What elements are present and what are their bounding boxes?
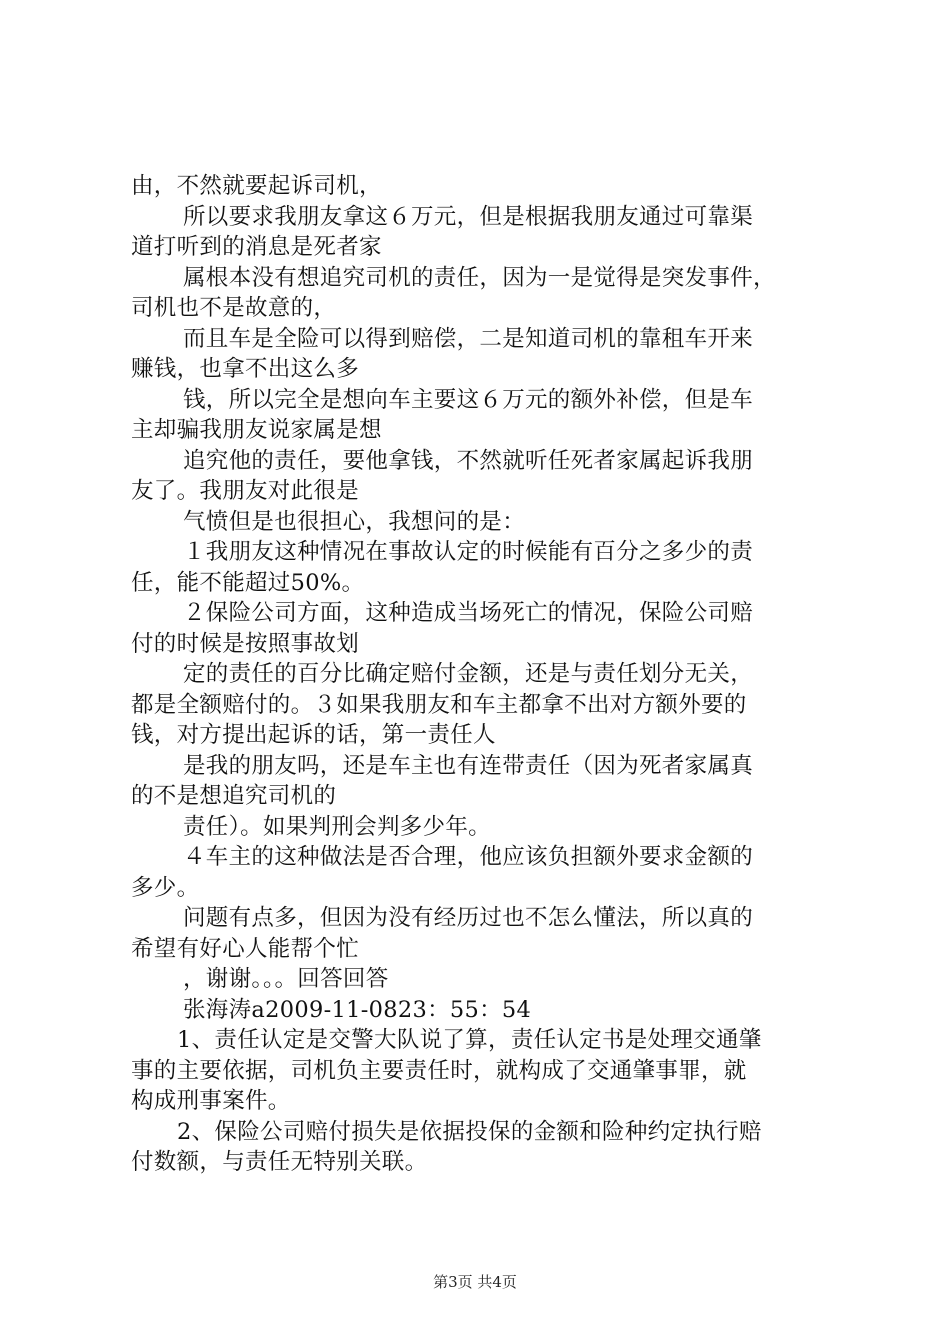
text-line: 友了。我朋友对此很是 <box>131 478 360 504</box>
text-line: 而且车是全险可以得到赔偿，二是知道司机的靠租车开来 <box>183 325 754 352</box>
text-line: 问题有点多，但因为没有经历过也不怎么懂法，所以真的 <box>183 905 754 931</box>
text-line: 道打听到的消息是死者家 <box>131 234 382 260</box>
text-line: 张海涛a2009-11-0823：55：54 <box>183 996 532 1023</box>
text-line: 付数额，与责任无特别关联。 <box>131 1149 428 1175</box>
text-line: 气愤但是也很担心，我想问的是： <box>183 508 526 535</box>
text-line: 定的责任的百分比确定赔付金额，还是与责任划分无关， <box>183 661 754 687</box>
text-line: ２保险公司方面，这种造成当场死亡的情况，保险公司赔 <box>183 600 754 626</box>
text-line: 构成刑事案件。 <box>131 1088 291 1114</box>
text-line: 钱，所以完全是想向车主要这６万元的额外补偿，但是车 <box>183 386 754 413</box>
text-line: 主却骗我朋友说家属是想 <box>131 417 382 443</box>
text-line: 司机也不是故意的， <box>131 295 337 321</box>
text-line: 希望有好心人能帮个忙 <box>131 935 360 962</box>
text-line: 多少。 <box>131 874 200 901</box>
text-line: １我朋友这种情况在事故认定的时候能有百分之多少的责 <box>183 539 754 565</box>
text-line: 由，不然就要起诉司机， <box>131 173 382 199</box>
text-line: 都是全额赔付的。３如果我朋友和车主都拿不出对方额外要的 <box>131 691 747 718</box>
text-line: 付的时候是按照事故划 <box>131 630 360 657</box>
text-line: 追究他的责任，要他拿钱，不然就听任死者家属起诉我朋 <box>183 447 754 474</box>
text-line: 的不是想追究司机的 <box>131 783 337 809</box>
text-line: 是我的朋友吗，还是车主也有连带责任（因为死者家属真 <box>183 752 754 779</box>
document-body <box>131 171 831 1178</box>
text-line: 责任）。如果判刑会判多少年。 <box>183 813 491 840</box>
text-line: 事的主要依据，司机负主要责任时，就构成了交通肇事罪，就 <box>131 1057 747 1084</box>
text-line: ，谢谢。。。回答回答 <box>183 966 389 992</box>
text-line: 2、保险公司赔付损失是依据投保的金额和险种约定执行赔 <box>177 1118 762 1145</box>
text-line: 1、责任认定是交警大队说了算，责任认定书是处理交通肇 <box>177 1027 762 1053</box>
text-line: 赚钱，也拿不出这么多 <box>131 356 360 382</box>
text-line: 属根本没有想追究司机的责任，因为一是觉得是突发事件， <box>183 264 776 291</box>
text-line: 任，能不能超过50%。 <box>131 569 365 596</box>
page-footer: 第3页 共4页 <box>433 1273 517 1291</box>
text-line: 所以要求我朋友拿这６万元，但是根据我朋友通过可靠渠 <box>183 203 754 230</box>
text-line: ４车主的这种做法是否合理，他应该负担额外要求金额的 <box>183 844 754 870</box>
text-line: 钱，对方提出起诉的话，第一责任人 <box>131 722 496 748</box>
